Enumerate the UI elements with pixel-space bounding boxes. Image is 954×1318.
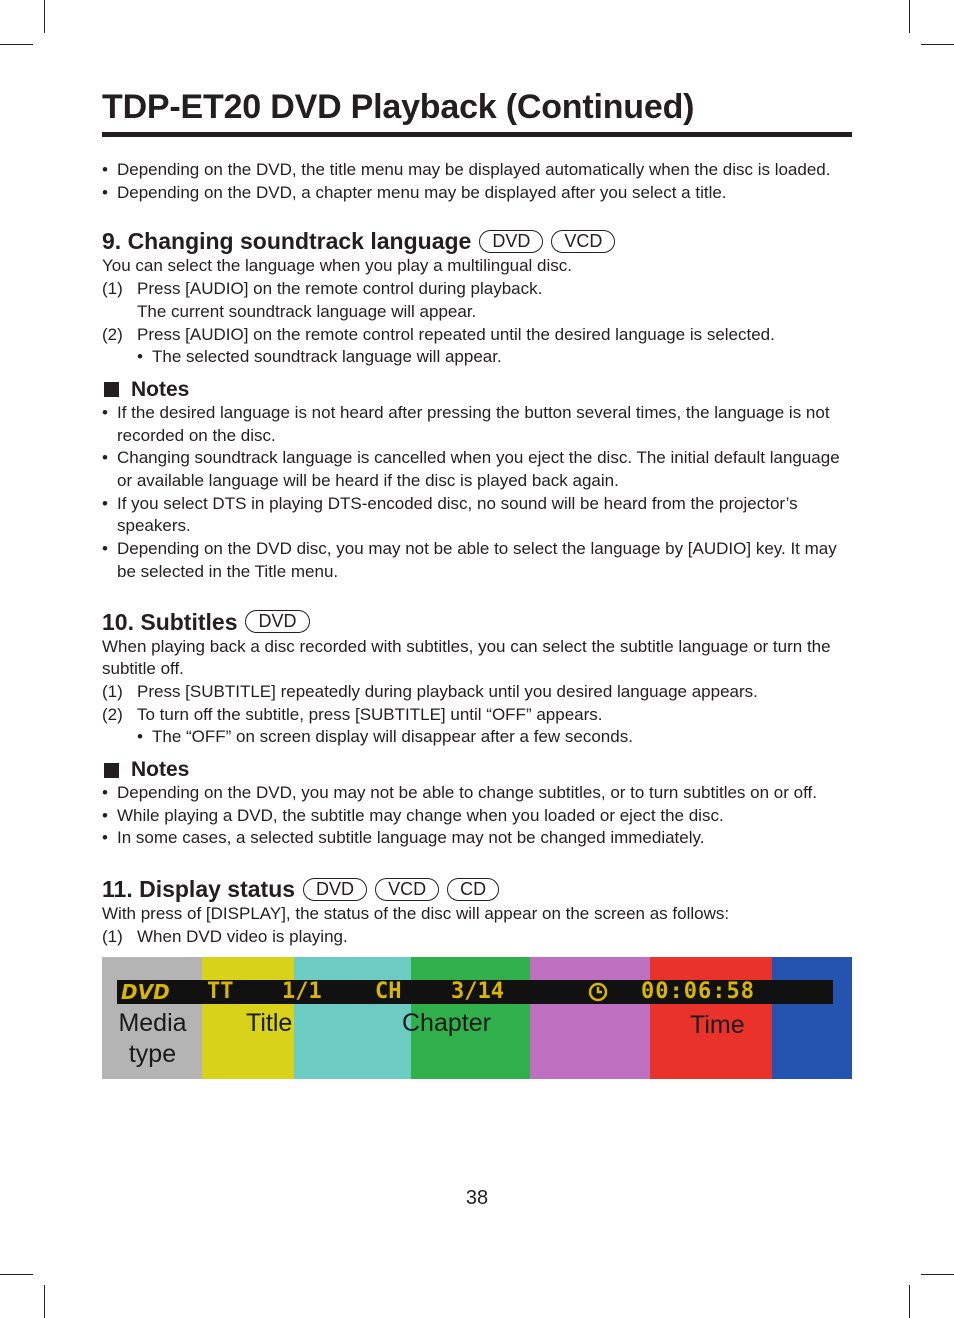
disc-badge-dvd: DVD [479,230,543,253]
crop-mark [0,44,33,45]
step-number: (1) [102,681,123,701]
notes-heading [102,758,852,782]
notes-label: Notes [131,758,190,782]
section-heading [102,875,852,903]
step-text: Press [AUDIO] on the remote control during playback. [137,279,543,299]
page-title: TDP-ET20 DVD Playback (Continued) [102,86,852,137]
section-heading-text: 10. Subtitles [102,608,238,635]
clock-icon [587,982,609,1002]
section-body [102,255,852,369]
crop-mark [921,44,954,45]
caption-line: Media [118,1008,187,1037]
note-item: • If the desired language is not heard after pressing the button several times, the language is not recorded on the disc. [102,402,852,447]
page-content [102,86,852,1079]
intro-list [102,159,852,204]
step-number: (2) [102,704,123,724]
color-bar [772,957,852,1079]
section-heading-text: 9. Changing soundtrack language [102,228,472,255]
step-number: (2) [102,324,123,344]
display-status-screenshot [102,957,852,1079]
section-soundtrack-language [102,227,852,583]
crop-mark [0,1274,33,1275]
step-item [102,278,852,301]
notes-list [102,402,852,584]
osd-title-label: TT [207,978,234,1004]
step-item [102,926,852,949]
section-subtitles [102,608,852,851]
section-description: When playing back a disc recorded with subtitles, you can select the subtitle language or turn the subtitle off. [102,636,831,679]
note-item: • Depending on the DVD, you may not be able to change subtitles, or to turn subtitles on or off. [102,782,852,805]
section-heading-text: 11. Display status [102,876,296,903]
square-bullet-icon [104,763,119,778]
caption-line: type [128,1039,177,1068]
notes-heading [102,378,852,402]
step-number: (1) [102,279,123,299]
color-bar [530,957,650,1079]
osd-chapter-value: 3/14 [451,978,504,1004]
step-bullet: • The selected soundtrack language will appear. [102,346,852,369]
caption-time: Time [690,1010,745,1039]
note-item: • While playing a DVD, the subtitle may change when you loaded or eject the disc. [102,805,852,828]
note-item: • Changing soundtrack language is cancelled when you eject the disc. The initial default language or available language will be heard if the disc is played back again. [102,447,852,492]
osd-status-bar [117,980,833,1004]
section-body [102,636,852,750]
crop-mark [921,1274,954,1275]
disc-badge-dvd: DVD [245,610,309,633]
step-text: When DVD video is playing. [137,926,348,946]
caption-title: Title [246,1008,293,1037]
step-number: (1) [102,926,123,946]
step-bullet: • The “OFF” on screen display will disappear after a few seconds. [102,726,852,749]
disc-badge-cd: CD [447,878,499,901]
color-bar [294,957,411,1079]
page-number: 38 [465,1187,489,1209]
step-text: Press [AUDIO] on the remote control repeated until the desired language is selected. [137,324,775,344]
step-item [102,681,852,704]
crop-mark [44,1285,45,1318]
caption-chapter: Chapter [402,1008,491,1037]
crop-mark [909,1285,910,1318]
notes-label: Notes [131,377,190,401]
crop-mark [909,0,910,33]
step-text: To turn off the subtitle, press [SUBTITLE] until “OFF” appears. [137,704,603,724]
section-body [102,903,852,948]
osd-title-value: 1/1 [282,978,322,1004]
intro-bullet: • Depending on the DVD, a chapter menu may be displayed after you select a title. [102,182,852,205]
note-item: • If you select DTS in playing DTS-encoded disc, no sound will be heard from the projector’s speakers. [102,493,852,538]
osd-chapter-label: CH [375,978,402,1004]
crop-mark [44,0,45,33]
caption-media-type [115,1008,190,1069]
step-item [102,324,852,347]
osd-time: 00:06:58 [641,978,755,1004]
step-item [102,704,852,727]
section-heading [102,608,852,636]
square-bullet-icon [104,382,119,397]
disc-badge-dvd: DVD [303,878,367,901]
note-item: • Depending on the DVD disc, you may not be able to select the language by [AUDIO] key. It may be selected in the Title menu. [102,538,852,583]
disc-badge-vcd: VCD [551,230,615,253]
note-item: • In some cases, a selected subtitle language may not be changed immediately. [102,827,852,850]
step-text: Press [SUBTITLE] repeatedly during playback until you desired language appears. [137,681,758,701]
notes-list [102,782,852,850]
section-heading [102,227,852,255]
disc-badge-vcd: VCD [375,878,439,901]
osd-media: DVD [121,979,170,1004]
section-description: With press of [DISPLAY], the status of the disc will appear on the screen as follows: [102,904,730,924]
intro-bullet: • Depending on the DVD, the title menu may be displayed automatically when the disc is loaded. [102,159,852,182]
section-description: You can select the language when you play a multilingual disc. [102,256,573,276]
step-subtext: The current soundtrack language will appear. [137,301,477,321]
section-display-status [102,875,852,1078]
